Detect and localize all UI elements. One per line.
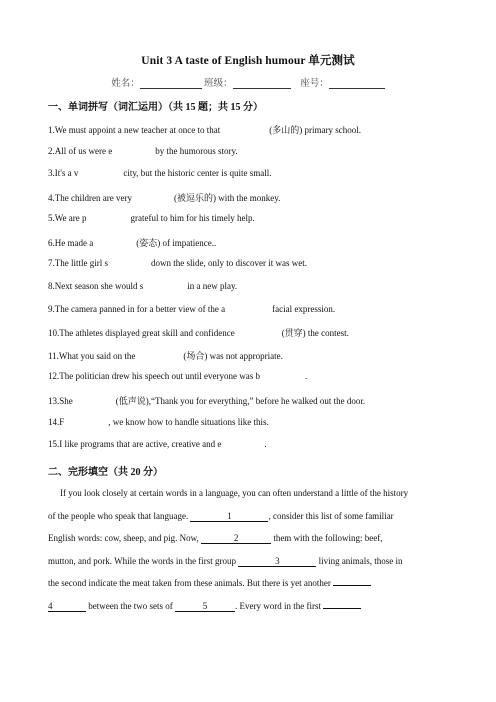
class-field[interactable] [233, 79, 291, 89]
cloze-blank-2[interactable]: 2 [201, 533, 271, 544]
seat-field[interactable] [329, 79, 385, 89]
question-15: 15.I like programs that are active, creative and e . [48, 439, 267, 449]
cloze-passage [48, 482, 450, 617]
question-6: 6.He made a (姿态) of impatience.. [48, 238, 217, 248]
name-field[interactable] [140, 79, 202, 89]
question-3: 3.It's a v city, but the historic center is quite small. [48, 168, 272, 178]
question-4: 4.The children are very (被逗乐的) with the monkey. [48, 193, 281, 203]
question-12: 12.The politician drew his speech out until everyone was b . [48, 371, 308, 381]
cloze-blank-1[interactable]: 1 [190, 511, 268, 522]
question-1: 1.We must appoint a new teacher at once to that (多山的) primary school. [48, 125, 361, 135]
question-14: 14.F , we know how to handle situations like this. [48, 417, 269, 427]
name-label: 姓名： [111, 79, 140, 89]
passage-line: If you look closely at certain words in a language, you can often understand a little of the history [60, 488, 409, 498]
question-10: 10.The athletes displayed great skill and confidence (贯穿) the contest. [48, 328, 349, 338]
passage-line: the second indicate the meat taken from these animals. But there is yet another [48, 572, 450, 595]
passage-line: 4 between the two sets of 5 . Every word in the first [48, 595, 450, 618]
passage-line: of the people who speak that language. 1 , consider this list of some familiar [48, 510, 394, 521]
question-7: 7.The little girl s down the slide, only to discover it was wet. [48, 258, 307, 268]
section-1-heading: 一、单词拼写（词汇运用）（共 15 题；共 15 分） [48, 102, 263, 113]
cloze-blank-3[interactable]: 3 [238, 556, 316, 567]
question-13: 13.She (低声说),“Thank you for everything,” before he walked out the door. [48, 396, 366, 406]
question-11: 11.What you said on the (场合) was not appropriate. [48, 351, 283, 361]
passage-line: mutton, and pork. While the words in the first group 3 living animals, those in [48, 555, 403, 566]
cloze-blank-5[interactable]: 5 [175, 601, 235, 612]
student-info-line [0, 75, 496, 89]
question-9: 9.The camera panned in for a better view of the a facial expression. [48, 304, 336, 314]
cloze-blank-6-start[interactable] [323, 608, 361, 609]
class-label: 班级： [204, 79, 233, 89]
seat-label: 座号： [300, 79, 329, 89]
passage-line: English words: cow, sheep, and pig. Now, 2 them with the following: beef, [48, 533, 383, 543]
section-2-heading: 二、完形填空（共 20 分） [48, 467, 163, 478]
cloze-blank-4-start[interactable] [333, 585, 371, 586]
page-title: Unit 3 A taste of English humour 单元测试 [141, 55, 355, 67]
question-2: 2.All of us were e by the humorous story. [48, 146, 238, 156]
question-8: 8.Next season she would s in a new play. [48, 281, 238, 291]
cloze-blank-4[interactable]: 4 [48, 601, 86, 612]
question-5: 5.We are p grateful to him for his timely help. [48, 213, 255, 223]
